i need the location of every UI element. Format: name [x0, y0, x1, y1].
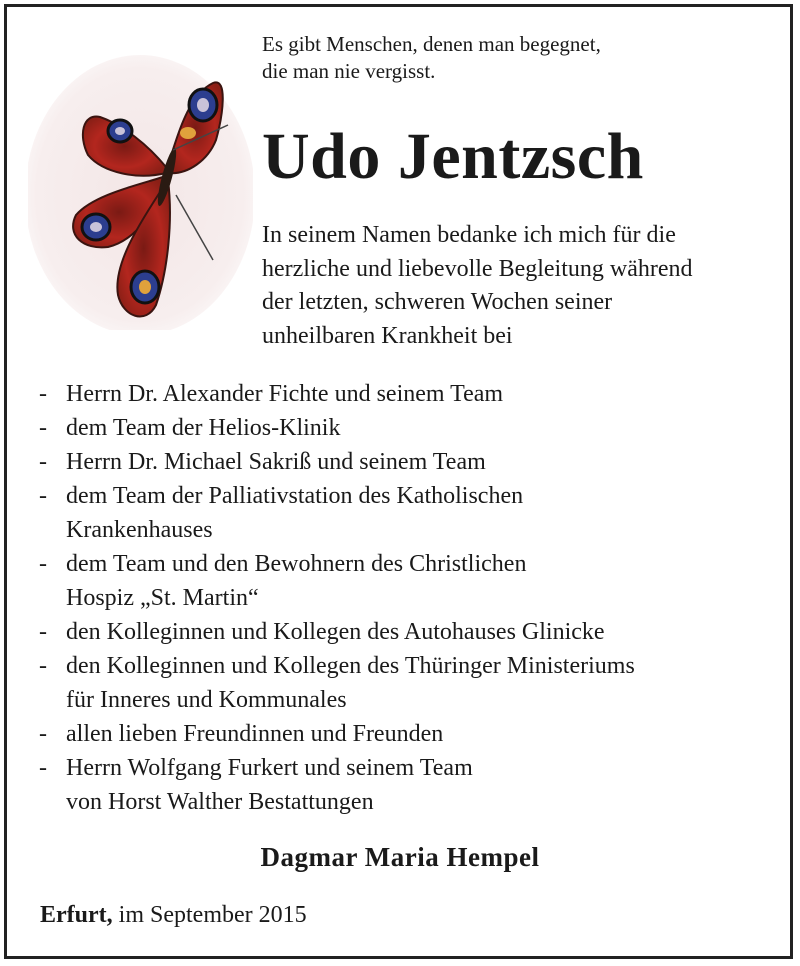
intro-line: herzliche und liebevolle Begleitung während: [262, 255, 693, 282]
quote-line: die man nie vergisst.: [262, 59, 436, 83]
list-item: [36, 377, 781, 411]
bullet-dash: -: [39, 619, 47, 645]
list-item-line: Herrn Dr. Alexander Fichte und seinem Team: [66, 381, 504, 407]
intro-line: In seinem Namen bedanke ich mich für die: [262, 222, 676, 248]
list-item: [36, 751, 781, 819]
place-date: [40, 902, 307, 929]
list-item: [36, 615, 781, 649]
list-item-line: Hospiz „St. Martin“: [66, 585, 259, 611]
butterfly-icon: [28, 55, 253, 330]
list-item: [36, 547, 781, 615]
intro-line: der letzten, schweren Wochen seiner: [262, 289, 613, 315]
list-item-line: den Kolleginnen und Kollegen des Thüringer Ministeriums: [66, 653, 635, 679]
bullet-dash: -: [39, 483, 47, 509]
list-item-line: Herrn Dr. Michael Sakriß und seinem Team: [66, 449, 486, 475]
bullet-dash: -: [39, 381, 47, 407]
bullet-dash: -: [39, 551, 47, 577]
bullet-dash: -: [39, 721, 47, 747]
thanks-list: [36, 377, 781, 819]
list-item-line: dem Team der Helios-Klinik: [66, 415, 341, 441]
bullet-dash: -: [39, 653, 47, 679]
bullet-dash: -: [39, 755, 47, 781]
list-item-line: Herrn Wolfgang Furkert und seinem Team: [66, 755, 473, 781]
list-item: [36, 411, 781, 445]
opening-quote: [262, 31, 601, 85]
list-item: [36, 445, 781, 479]
intro-text: [262, 219, 782, 353]
list-item-line: von Horst Walther Bestattungen: [66, 789, 374, 815]
list-item: [36, 717, 781, 751]
quote-line: Es gibt Menschen, denen man begegnet,: [262, 32, 601, 56]
date: im September 2015: [112, 902, 307, 928]
city: Erfurt,: [40, 902, 113, 928]
list-item-line: allen lieben Freundinnen und Freunden: [66, 721, 444, 747]
signer-name: Dagmar Maria Hempel: [260, 842, 540, 872]
list-item: [36, 479, 781, 547]
intro-line: unheilbaren Krankheit bei: [262, 322, 513, 349]
list-item-line: Krankenhauses: [66, 517, 213, 543]
list-item-line: dem Team und den Bewohnern des Christlichen: [66, 551, 527, 577]
list-item-line: für Inneres und Kommunales: [66, 687, 347, 713]
list-item-line: dem Team der Palliativstation des Katholischen: [66, 483, 524, 509]
bullet-dash: -: [39, 449, 47, 475]
deceased-name: Udo Jentzsch: [262, 120, 644, 193]
list-item-line: den Kolleginnen und Kollegen des Autohauses Glinicke: [66, 619, 605, 645]
bullet-dash: -: [39, 415, 47, 441]
list-item: [36, 649, 781, 717]
